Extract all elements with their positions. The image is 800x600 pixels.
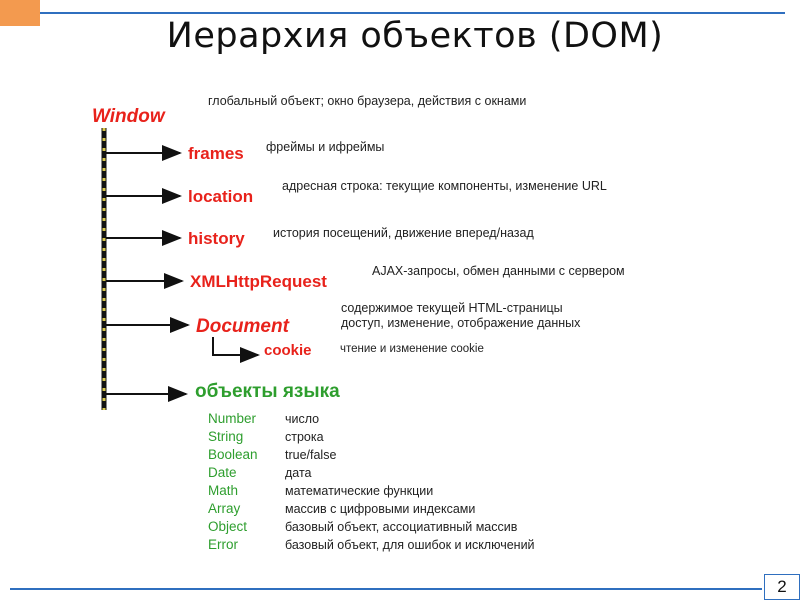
language-object-description: строка (285, 430, 324, 444)
location-description: адресная строка: текущие компоненты, изменение URL (282, 179, 607, 193)
language-object-description: число (285, 412, 320, 426)
document-description-line2: доступ, изменение, отображение данных (341, 316, 581, 330)
language-object-description: дата (285, 466, 312, 480)
cookie-description: чтение и изменение cookie (340, 343, 484, 355)
node-window: Window (92, 106, 165, 127)
language-object-name: Object (208, 519, 248, 534)
page-title: Иерархия объектов (DOM) (166, 16, 664, 56)
arrow-cookie (213, 337, 258, 355)
language-object-name: String (208, 429, 244, 444)
language-object-description: базовый объект, ассоциативный массив (285, 520, 518, 534)
node-cookie: cookie (264, 342, 312, 359)
node-frames: frames (188, 144, 244, 163)
language-object-name: Boolean (208, 447, 258, 462)
language-object-name: Array (208, 501, 241, 516)
window-description: глобальный объект; окно браузера, действия с окнами (208, 94, 527, 108)
document-description-line1: содержимое текущей HTML-страницы (341, 301, 563, 315)
language-object-name: Math (208, 483, 239, 498)
language-object-description: true/false (285, 448, 337, 462)
history-description: история посещений, движение вперед/назад (273, 226, 534, 240)
language-object-name: Error (208, 537, 238, 552)
bottom-divider (10, 588, 762, 590)
frames-description: фреймы и ифреймы (266, 140, 385, 154)
language-object-name: Date (208, 465, 237, 480)
language-object-name: Number (208, 411, 257, 426)
page-number: 2 (764, 574, 800, 600)
language-object-description: базовый объект, для ошибок и исключений (285, 538, 535, 552)
xmlhttprequest-description: AJAX-запросы, обмен данными с сервером (372, 264, 625, 278)
node-history: history (188, 229, 245, 248)
node-document: Document (196, 316, 289, 337)
language-object-description: математические функции (285, 484, 434, 498)
language-object-description: массив с цифровыми индексами (285, 502, 476, 516)
node-xmlhttprequest: XMLHttpRequest (190, 272, 327, 291)
node-language-objects: объекты языка (195, 381, 340, 402)
node-location: location (188, 187, 254, 206)
